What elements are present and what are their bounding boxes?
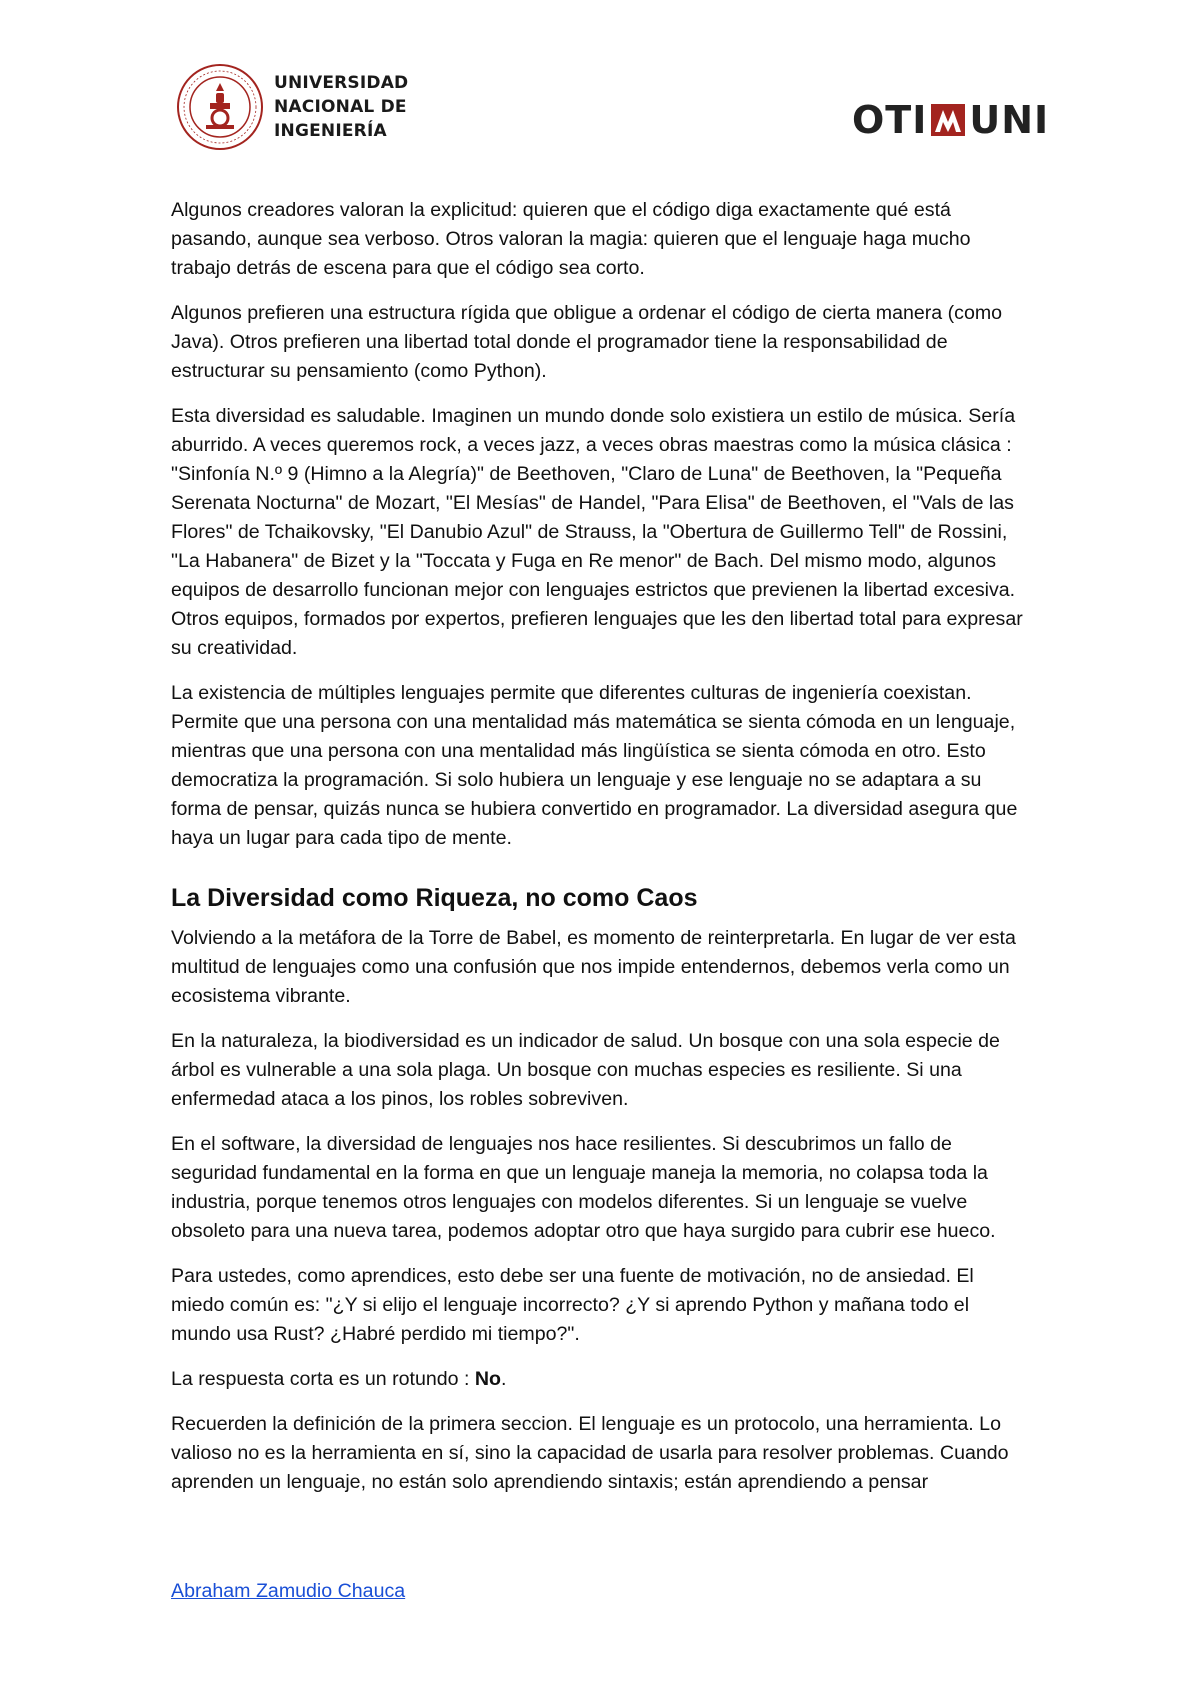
paragraph-respuesta-corta [171, 1365, 1031, 1394]
paragraph-estructura: Algunos prefieren una estructura rígida que obligue a ordenar el código de cierta manera (como Java). Otros prefieren una libertad total donde el programador tiene la responsabilidad de estructurar su pensamiento (como Python). [171, 302, 1003, 382]
paragraph-explicitud: Algunos creadores valoran la explicitud: quieren que el código diga exactamente qué está pasando, aunque sea verboso. Otros valoran la magia: quieren que el lenguaje haga mucho trabajo detrás de escena para que el código sea corto. [171, 199, 971, 279]
university-name-line-3: INGENIERÍA [274, 121, 387, 141]
respuesta-no: No [474, 1368, 502, 1390]
paragraph-aprendices: Para ustedes, como aprendices, esto debe ser una fuente de motivación, no de ansiedad. El miedo común es: "¿Y si elijo el lenguaje incorrecto? ¿Y si aprendo Python y mañana todo el mundo usa Rust? ¿Habré perdido mi tiempo?". [171, 1265, 974, 1345]
university-name-line-1: UNIVERSIDAD [274, 73, 409, 93]
university-seal-icon [176, 63, 264, 151]
paragraph-diversidad-musica: Esta diversidad es saludable. Imaginen un mundo donde solo existiera un estilo de música. Sería aburrido. A veces queremos rock, a veces jazz, a veces obras maestras como la música clásica : "Sinfonía N.º 9 (Himno a la Alegría)" de Beethoven, "Claro de Luna" de Beethoven, la "Pequeña Serenata Nocturna" de Mozart, "El Mesías" de Handel, "Para Elisa" de Beethoven, el "Vals de las Flores" de Tchaikovsky, "El Danubio Azul" de Strauss, la "Obertura de Guillermo Tell" de Rossini, "La Habanera" de Bizet y la "Toccata y Fuga en Re menor" de Bach. Del mismo modo, algunos equipos de desarrollo funcionan mejor con lenguajes estrictos que previenen la libertad excesiva. Otros equipos, formados por expertos, prefieren lenguajes que les den libertad total para expresar su creatividad. [171, 405, 1023, 659]
oti-logo-text-left: OTI [852, 98, 928, 142]
document-body [171, 196, 1031, 1513]
paragraph-culturas-ingenieria: La existencia de múltiples lenguajes permite que diferentes culturas de ingeniería coexistan. Permite que una persona con una mentalidad más matemática se sienta cómoda en un lenguaje, mientras que una persona con una mentalidad más lingüística se sienta cómoda en otro. Esto democratiza la programación. Si solo hubiera un lenguaje y ese lenguaje no se adaptara a su forma de pensar, quizás nunca se hubiera convertido en programador. La diversidad asegura que haya un lugar para cada tipo de mente. [171, 682, 1018, 849]
author-link[interactable]: Abraham Zamudio Chauca [171, 1580, 406, 1602]
oti-uni-logo [852, 98, 1049, 142]
paragraph-software-resiliente: En el software, la diversidad de lenguajes nos hace resilientes. Si descubrimos un fallo de seguridad fundamental en la forma en que un lenguaje maneja la memoria, no colapsa toda la industria, porque tenemos otros lenguajes con modelos diferentes. Si un lenguaje se vuelve obsoleto para una nueva tarea, podemos adoptar otro que haya surgido para cubrir ese hueco. [171, 1133, 996, 1242]
page-header [0, 0, 1192, 170]
respuesta-prefix: La respuesta corta es un rotundo : [171, 1368, 475, 1390]
university-name [274, 71, 408, 143]
paragraph-biodiversidad: En la naturaleza, la biodiversidad es un indicador de salud. Un bosque con una sola especie de árbol es vulnerable a una sola plaga. Un bosque con muchas especies es resiliente. Si una enfermedad ataca a los pinos, los robles sobreviven. [171, 1030, 1000, 1110]
uni-logo [176, 63, 408, 151]
paragraph-torre-babel: Volviendo a la metáfora de la Torre de Babel, es momento de reinterpretarla. En lugar de ver esta multitud de lenguajes como una confusión que nos impide entendernos, debemos verla como un ecosistema vibrante. [171, 927, 1016, 1007]
section-heading: La Diversidad como Riqueza, no como Caos [171, 884, 698, 912]
paragraph-definicion: Recuerden la definición de la primera seccion. El lenguaje es un protocolo, una herramienta. Lo valioso no es la herramienta en sí, sino la capacidad de usarla para resolver problemas. Cuando aprenden un lenguaje, no están solo aprendiendo sintaxis; están aprendiendo a pensar [171, 1413, 1009, 1493]
page-footer [171, 1578, 405, 1604]
oti-mark-icon [931, 102, 965, 138]
university-name-line-2: NACIONAL DE [274, 97, 407, 117]
respuesta-suffix: . [501, 1368, 507, 1390]
oti-logo-text-right: UNI [969, 98, 1050, 142]
